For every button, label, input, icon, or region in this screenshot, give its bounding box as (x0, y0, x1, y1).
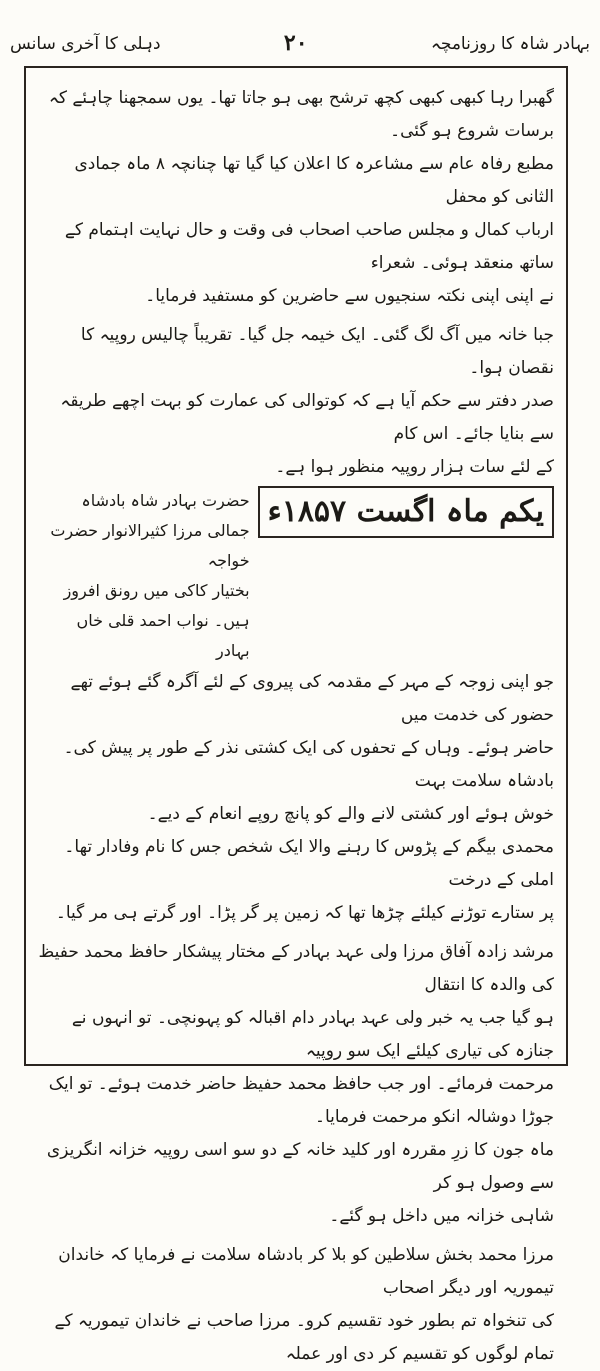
text-line: نے اپنی اپنی نکتہ سنجیوں سے حاضرین کو مستفید فرمایا۔ (145, 286, 554, 306)
text-line: پر ستارے توڑنے کیلئے چڑھا تھا کہ زمین پر گر پڑا۔ اور گرتے ہی مر گیا۔ (55, 903, 554, 923)
text-line: شاہی خزانہ میں داخل ہو گئے۔ (329, 1206, 554, 1226)
running-title-right: بہادر شاہ کا روزنامچہ (430, 33, 590, 54)
text-line: حاضر ہوئے۔ وہاں کے تحفوں کی ایک کشتی نذر کے طور پر پیش کی۔ بادشاہ سلامت بہت (63, 738, 554, 791)
page-number: ۲۰ (283, 30, 308, 56)
text-line: مرزا محمد بخش سلاطین کو بلا کر بادشاہ سلامت نے فرمایا کہ خاندان تیموریہ اور دیگر اصحاب (58, 1245, 554, 1298)
text-frame (24, 66, 568, 1364)
text-line: جبا خانہ میں آگ لگ گئی۔ ایک خیمہ جل گیا۔ تقریباً چالیس روپیہ کا نقصان ہوا۔ (80, 325, 554, 378)
date-section (38, 486, 554, 666)
text-line: ارباب کمال و مجلس صاحب اصحاب فی وقت و حال نہایت اہتمام کے ساتھ منعقد ہوئی۔ شعراء (64, 220, 554, 273)
text-line: محمدی بیگم کے پڑوس کا رہنے والا ایک شخص جس کا نام وفادار تھا۔ املی کے درخت (64, 837, 554, 890)
text-line: حضرت بہادر شاہ بادشاہ جمالی مرزا کثیرالانوار حضرت خواجہ (50, 491, 250, 570)
date-section-lines (38, 486, 250, 666)
text-line: کی تنخواہ تم بطور خود تقسیم کرو۔ مرزا صاحب نے خاندان تیموریہ کے تمام لوگوں کو تقسیم کر دی اور عملہ (54, 1311, 554, 1364)
text-line: مطبع رفاہ عام سے مشاعرہ کا اعلان کیا گیا تھا چنانچہ ۸ ماہ جمادی الثانی کو محفل (74, 154, 554, 207)
text-line: کے لئے سات ہزار روپیہ منظور ہوا ہے۔ (275, 457, 554, 477)
text-line: مرشد زادہ آفاق مرزا ولی عہد بہادر کے مختار پیشکار حافظ محمد حفیظ کی والدہ کا انتقال (38, 942, 554, 995)
text-line: گھبرا رہا کبھی کبھی کچھ ترشح بھی ہو جاتا تھا۔ یوں سمجھنا چاہئے کہ برسات شروع ہو گئی۔ (48, 88, 554, 141)
date-heading: یکم ماہ اگست ۱۸۵۷ء (258, 486, 554, 538)
text-line: ہو گیا جب یہ خبر ولی عہد بہادر دام اقبالہ کو پہونچی۔ تو انہوں نے جنازہ کی تیاری کیلئے ایک سو روپیہ (71, 1008, 554, 1061)
text-line: صدر دفتر سے حکم آیا ہے کہ کوتوالی کی عمارت کو بہت اچھے طریقہ سے بنایا جائے۔ اس کام (60, 391, 554, 444)
text-line: بختیار کاکی میں رونق افروز ہیں۔ نواب احمد قلی خاں بہادر (63, 581, 250, 660)
text-line: مرحمت فرمائے۔ اور جب حافظ محمد حفیظ حاضر خدمت ہوئے۔ تو ایک جوڑا دوشالہ انکو مرحمت فرمایا۔ (48, 1074, 554, 1127)
page-header (10, 26, 590, 60)
body-text (38, 666, 554, 1371)
running-title-left: دہلی کا آخری سانس (10, 33, 161, 54)
text-line: ماہ جون کا زرِ مقررہ اور کلید خانہ کے دو سو اسی روپیہ خزانہ انگریزی سے وصول ہو کر (46, 1140, 554, 1193)
text-line: خوش ہوئے اور کشتی لانے والے کو پانچ روپے انعام کے دیے۔ (147, 804, 554, 824)
text-line: جو اپنی زوجہ کے مہر کے مقدمہ کی پیروی کے لئے آگرہ گئے ہوئے تھے حضور کی خدمت میں (70, 672, 554, 725)
